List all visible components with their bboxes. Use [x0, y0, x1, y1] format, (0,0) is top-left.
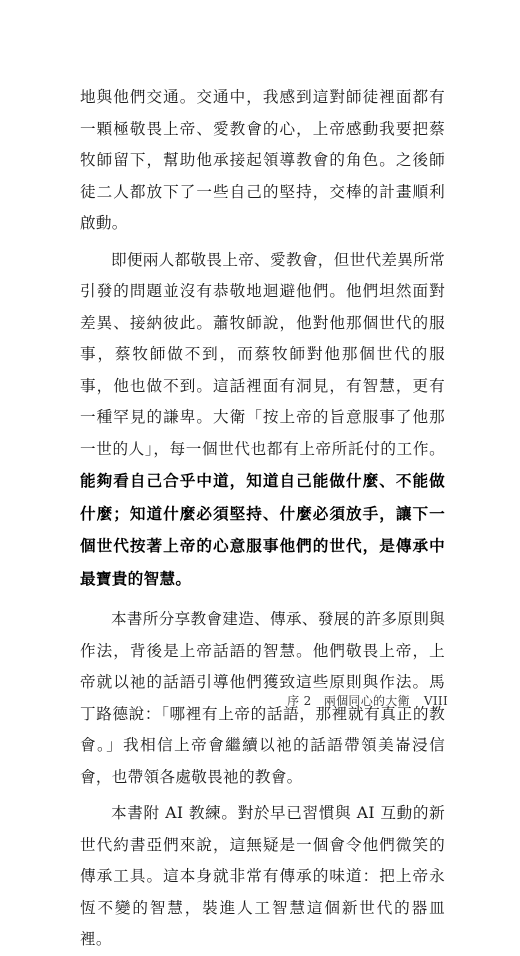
- paragraph-continued: 地與他們交通。交通中，我感到這對師徒裡面都有一顆極敬畏上帝、愛教會的心，上帝感動我要把蔡牧師留下，幫助他承接起領導教會的角色。之後師徒二人都放下了一些自己的堅持，交棒的計畫順利啟動。: [80, 88, 445, 232]
- running-footer: [0, 692, 448, 709]
- page-number: VIII: [423, 694, 448, 708]
- paragraph-ai-coach: 本書附 AI 教練。對於早已習慣與 AI 互動的新世代約書亞們來說，這無疑是一個會令他們微笑的傳承工具。這本身就非常有傳承的味道：把上帝永恆不變的智慧，裝進人工智慧這個新世代的器皿裡。: [80, 804, 445, 948]
- footer-section-title: 序 2 兩個同心的大衛: [287, 694, 410, 708]
- emphasized-wisdom-text: 能夠看自己合乎中道，知道自己能做什麼、不能做什麼；知道什麼必須堅持、什麼必須放手，讓下一個世代按著上帝的心意服事他們的世代，是傳承中最寶貴的智慧。: [80, 471, 445, 588]
- paragraph-generations: [80, 245, 445, 596]
- paragraph-generations-text: 即便兩人都敬畏上帝、愛教會，但世代差異所常引發的問題並沒有恭敬地迴避他們。他們坦然面對差異、接納彼此。蕭牧師說，他對他那個世代的服事，蔡牧師做不到，而蔡牧師對他那個世代的服事，他也做不到。這話裡面有洞見，有智慧，更有一種罕見的謙卑。大衛「按上帝的旨意服事了他那一世的人」，每一個世代也都有上帝所託付的工作。: [80, 250, 445, 458]
- paragraph-principles: 本書所分享教會建造、傳承、發展的許多原則與作法，背後是上帝話語的智慧。他們敬畏上帝，上帝就以祂的話語引導他們獲致這些原則與作法。馬丁路德說：「哪裡有上帝的話語，那裡就有真正的教會。」我相信上帝會繼續以祂的話語帶領美崙浸信會，也帶領各處敬畏祂的教會。: [80, 610, 445, 786]
- body-text: [80, 82, 445, 956]
